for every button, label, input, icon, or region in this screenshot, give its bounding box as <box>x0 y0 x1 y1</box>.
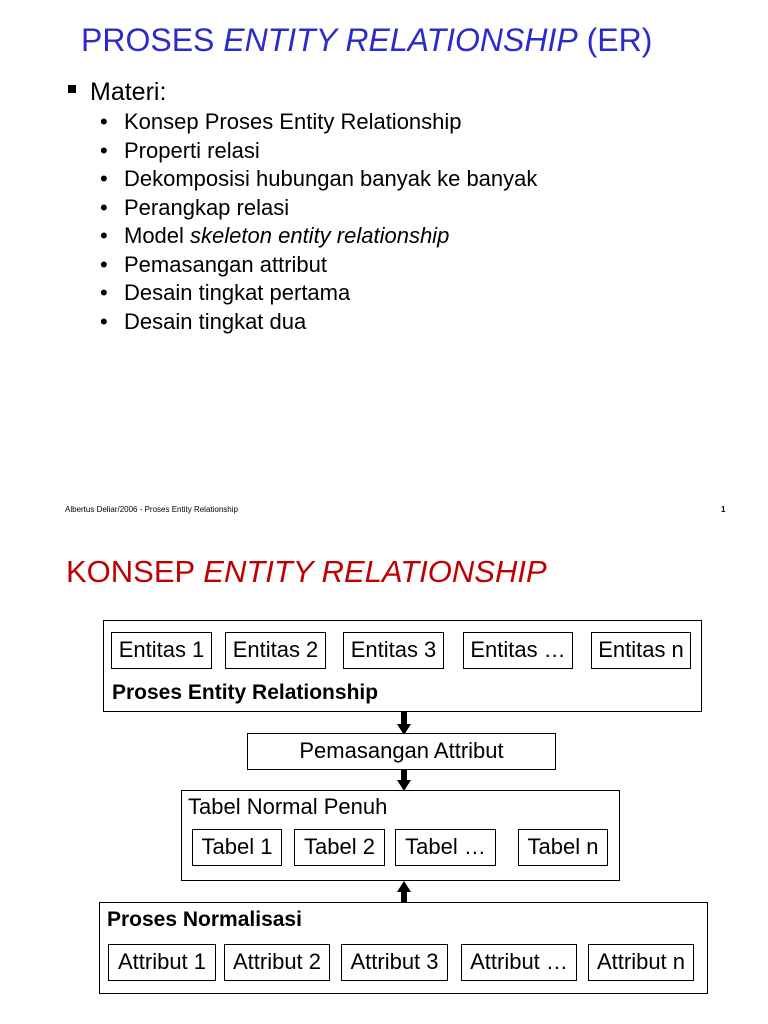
arrow-down-icon <box>397 770 411 792</box>
title-italic: ENTITY RELATIONSHIP <box>203 554 547 589</box>
attribute-box: Attribut n <box>588 944 694 981</box>
table-group-label: Tabel Normal Penuh <box>188 794 388 819</box>
list-item: • Konsep Proses Entity Relationship <box>100 109 462 134</box>
arrow-up-icon <box>397 881 411 903</box>
entity-box: Entitas n <box>591 632 691 669</box>
attribute-box: Attribut … <box>461 944 577 981</box>
page-number: 1 <box>721 505 726 514</box>
entity-box: Entitas 3 <box>343 632 444 669</box>
attribute-box: Attribut 3 <box>341 944 448 981</box>
list-item: • Properti relasi <box>100 137 260 163</box>
slide-2 <box>0 530 768 1024</box>
list-item: • Model skeleton entity relationship <box>100 223 450 248</box>
list-item: • Dekomposisi hubungan banyak ke banyak <box>100 166 538 191</box>
materi-list <box>100 108 537 336</box>
entity-group-label: Proses Entity Relationship <box>112 681 379 704</box>
square-bullet-icon <box>68 85 76 93</box>
attribute-box: Attribut 1 <box>108 944 216 981</box>
table-box: Tabel … <box>395 829 496 866</box>
list-item: • Desain tingkat pertama <box>100 280 351 305</box>
slide-footer: Albertus Deliar/2006 - Proses Entity Relationship <box>65 505 238 514</box>
slide-2-title <box>66 552 547 592</box>
attribute-step-box: Pemasangan Attribut <box>247 733 556 770</box>
table-box: Tabel n <box>518 829 608 866</box>
list-item: • Pemasangan attribut <box>100 251 328 277</box>
entity-box: Entitas 2 <box>225 632 326 669</box>
table-box: Tabel 1 <box>192 829 282 866</box>
attribute-box: Attribut 2 <box>224 944 330 981</box>
entity-box: Entitas … <box>463 632 573 669</box>
materi-heading: Materi: <box>68 74 166 110</box>
entity-box: Entitas 1 <box>111 632 212 669</box>
slide-1-title <box>81 20 652 60</box>
table-box: Tabel 2 <box>294 829 385 866</box>
title-italic: ENTITY RELATIONSHIP <box>223 22 578 58</box>
list-item: • Desain tingkat dua <box>100 308 307 334</box>
normalization-label: Proses Normalisasi <box>107 908 302 931</box>
list-item: • Perangkap relasi <box>100 194 290 220</box>
title-suffix: (ER) <box>586 22 653 58</box>
title-prefix: PROSES <box>81 22 215 58</box>
title-prefix: KONSEP <box>66 554 195 589</box>
